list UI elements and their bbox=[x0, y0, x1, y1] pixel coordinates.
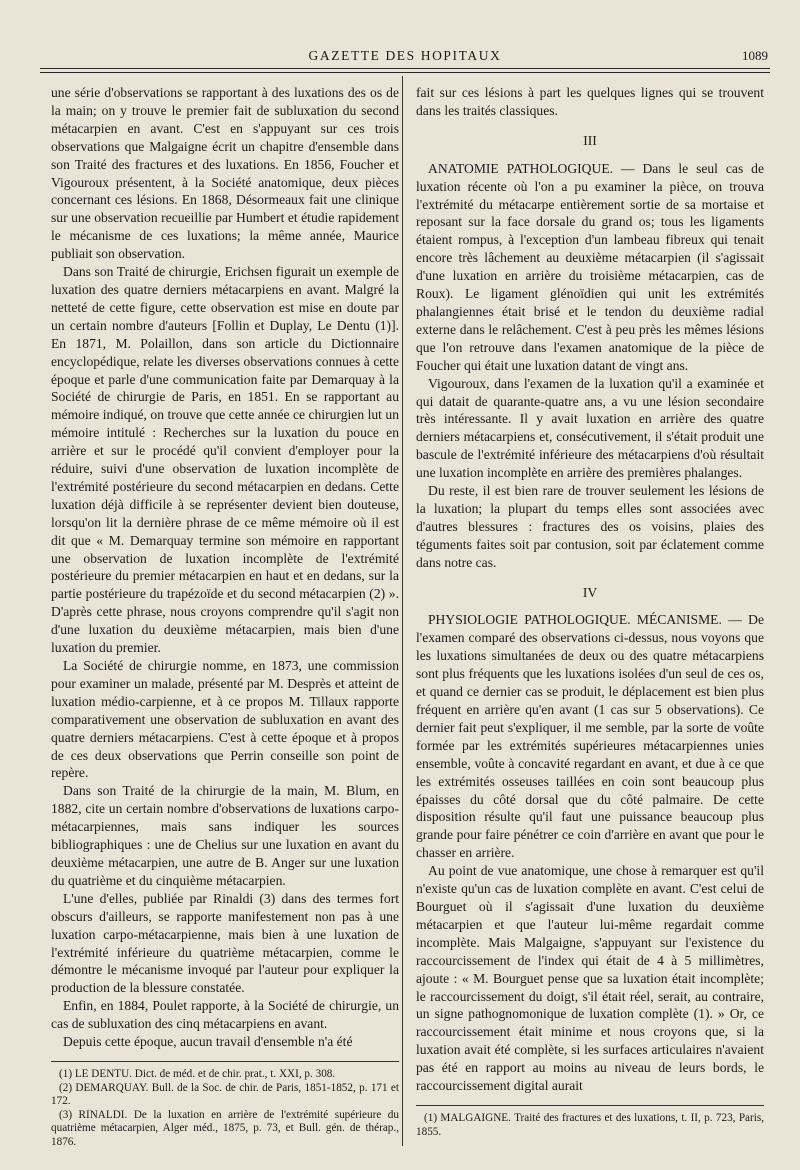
footnote-rule bbox=[51, 1061, 399, 1062]
paragraph: Dans son Traité de la chirurgie de la main, M. Blum, en 1882, cite un certain nombre d'observations de luxations carpo-métacarpiennes, mais sans indiquer les sources bibliographiques : une de Chelius sur une luxation en avant du deuxième métacarpien, une autre de B. Anger sur une luxation du quatrième et du cinquième métacarpien. bbox=[51, 783, 399, 888]
paragraph: La Société de chirurgie nomme, en 1873, une commission pour examiner un malade, présenté par M. Desprès et atteint de luxation médio-carpienne, et à ce propos M. Tillaux rapporte comparativement une observation de subluxation en avant des quatre derniers métacarpiens. C'est à cette époque et à propos de ces deux observations que Perrin conseille son point de repère. bbox=[51, 658, 399, 781]
footnote: (1) LE DENTU. Dict. de méd. et de chir. prat., t. XXI, p. 308. bbox=[59, 1067, 336, 1080]
paragraph: une série d'observations se rapportant à des luxations des os de la main; on y trouve le premier fait de subluxation du second métacarpien en avant. C'est en s'appuyant sur ces trois observations que Malgaigne écrit un chapitre d'ensemble dans son Traité des fractures et des luxations. En 1856, Foucher et Vigouroux présentent, à la Société anatomique, deux pièces concernant ces lésions. En 1868, Désormeaux fait une clinique sur une observation recueillie par Humbert et étudie rapidement le mécanisme de ces luxations; la même année, Maurice publiait son observation. bbox=[51, 85, 399, 262]
footnote: (1) MALGAIGNE. Traité des fractures et des luxations, t. II, p. 723, Paris, 1855. bbox=[416, 1111, 764, 1138]
page-number: 1089 bbox=[742, 48, 768, 63]
column-divider bbox=[402, 76, 403, 1146]
journal-title: GAZETTE DES HOPITAUX bbox=[308, 48, 502, 63]
paragraph: Du reste, il est bien rare de trouver seulement les lésions de la luxation; la plupart du temps elles sont associées avec d'autres blessures : fractures des os voisins, plaies des téguments faites soit par contusion, soit par éclatement comme dans notre cas. bbox=[416, 483, 764, 570]
header-rule-thick bbox=[40, 68, 770, 69]
header-rule-thin bbox=[40, 72, 770, 73]
footnote-rule bbox=[416, 1105, 764, 1106]
left-column bbox=[51, 84, 399, 1150]
paragraph: L'une d'elles, publiée par Rinaldi (3) dans des termes fort obscurs d'ailleurs, se rapporte manifestement non pas à une luxation carpo-métacarpienne, mais bien à une luxation de l'extrémité inférieure du quatrième métacarpien, comme le démontre le mécanisme invoqué par l'auteur pour expliquer la production de la blessure constatée. bbox=[51, 890, 399, 996]
paragraph: fait sur ces lésions à part les quelques lignes qui se trouvent dans les traités classiques. bbox=[416, 85, 764, 118]
paragraph: ANATOMIE PATHOLOGIQUE. — Dans le seul cas de luxation récente où l'on a pu examiner la pièce, on trouva l'extrémité du métacarpe entièrement sortie de sa mortaise et reposant sur la face dorsale du grand os; tous les ligaments étaient rompus, à l'exception d'un lambeau fibreux qui tenait encore très lâchement au deuxième métacarpien (il s'agissait d'une luxation en arrière du troisième métacarpien, cas de Roux). Le ligament glénoïdien qui unit les extrémités phalangiennes était brisé et le tendon du deuxième radial externe dans le relâchement. C'est à peu près les mêmes lésions que l'on retrouve dans l'examen anatomique de la pièce de Foucher qui était une luxation datant de vingt ans. bbox=[416, 160, 764, 373]
footnote: (2) DEMARQUAY. Bull. de la Soc. de chir. de Paris, 1851-1852, p. 171 et 172. bbox=[51, 1081, 399, 1108]
paragraph: Vigouroux, dans l'examen de la luxation qu'il a examinée et qui datait de quarante-quatre ans, a vu une lésion secondaire très intéressante. Il y avait luxation en arrière des quatre derniers métacarpiens et, consécutivement, il s'était produit une bascule de l'extrémité inférieure des métacarpiens d'où résultait une luxation incomplète en arrière des premières phalanges. bbox=[416, 375, 764, 481]
section-heading-iii: III bbox=[583, 132, 597, 148]
right-column bbox=[416, 84, 764, 1139]
paragraph: Dans son Traité de chirurgie, Erichsen figurait un exemple de luxation des quatre derniers métacarpiens en avant. Malgré la netteté de cette figure, cette observation est mise en doute par un certain nombre d'auteurs [Follin et Duplay, Le Dentu (1)]. En 1871, M. Polaillon, dans son article du Dictionnaire encyclopédique, relate les diverses observations connues à cette époque et parle d'une communication faite par Demarquay à la Société de chirurgie de Paris, en 1851. En se rapportant au mémoire indiqué, on trouve que cette année ce chirurgien lut un mémoire intitulé : Recherches sur la luxation du pouce en arrière et sur le procédé qu'il convient d'employer pour la réduire, suivi d'une observation de luxation incomplète de l'extrémité postérieure du second métacarpien en dedans. Cette luxation déjà difficile à se représenter devient bien douteuse, lorsqu'on lit la dernière phrase de ce même mémoire où il est dit que « M. Demarquay termine son mémoire en rapportant une observation de luxation incomplète de l'extrémité postérieure du premier métacarpien en haut et en dedans, sur la partie postérieure du trapézoïde et du second métacarpien (2) ». D'après cette phrase, nous croyons comprendre qu'il s'agit non d'une luxation du deuxième métacarpien, mais bien d'une luxation du premier. bbox=[51, 264, 399, 656]
paragraph: Enfin, en 1884, Poulet rapporte, à la Société de chirurgie, un cas de subluxation des cinq métacarpiens en avant. bbox=[51, 998, 399, 1032]
paragraph: Depuis cette époque, aucun travail d'ensemble n'a été bbox=[63, 1034, 353, 1050]
footnote: (3) RINALDI. De la luxation en arrière de l'extrémité supérieure du quatrième métacarpien, Alger méd., 1875, p. 73, et Bull. gén. de thérap., 1876. bbox=[51, 1108, 399, 1148]
paragraph: PHYSIOLOGIE PATHOLOGIQUE. MÉCANISME. — De l'examen comparé des observations ci-dessus, nous voyons que les luxations simultanées de deux ou des quatre métacarpiens sont plus fréquents que les luxations isolées d'un seul de ces os, et quand ce dernier cas se produit, le déplacement est bien plus fréquent en arrière qu'en avant (1 cas sur 5 observations). Ce dernier fait peut s'expliquer, il me semble, par la sorte de voûte formée par les extrémités supérieures métacarpiennes unies ensemble, voûte à concavité regardant en avant, et due à ce que les extrémités osseuses taillées en coin sont beaucoup plus épaisses du côté dorsal que du côté palmaire. De cette disposition résulte qu'il faut une puissance beaucoup plus grande pour faire pénétrer ce coin d'arrière en avant que pour le chasser en arrière. bbox=[416, 612, 764, 861]
paragraph: Au point de vue anatomique, une chose à remarquer est qu'il n'existe qu'un cas de luxation complète en avant. C'est celui de Bourguet où il s'agissait d'une luxation du deuxième métacarpien et que l'auteur lui-même regardait comme incomplète. Mais Malgaigne, s'appuyant sur l'existence du raccourcissement de l'index qui était de 4 à 5 millimètres, ajoute : « M. Bourguet pense que sa luxation était incomplète; le raccourcissement du doigt, s'il était réel, serait, au contraire, un signe pathognomonique de luxation complète (1). » Or, ce raccourcissement était minime et nous croyons que, si la luxation avait été complète, si les surfaces articulaires n'avaient pas été en rapport au moins au niveau de leurs bords, le raccourcissement digital aurait bbox=[416, 863, 764, 1094]
section-heading-iv: IV bbox=[582, 584, 598, 600]
page-header bbox=[40, 44, 770, 70]
